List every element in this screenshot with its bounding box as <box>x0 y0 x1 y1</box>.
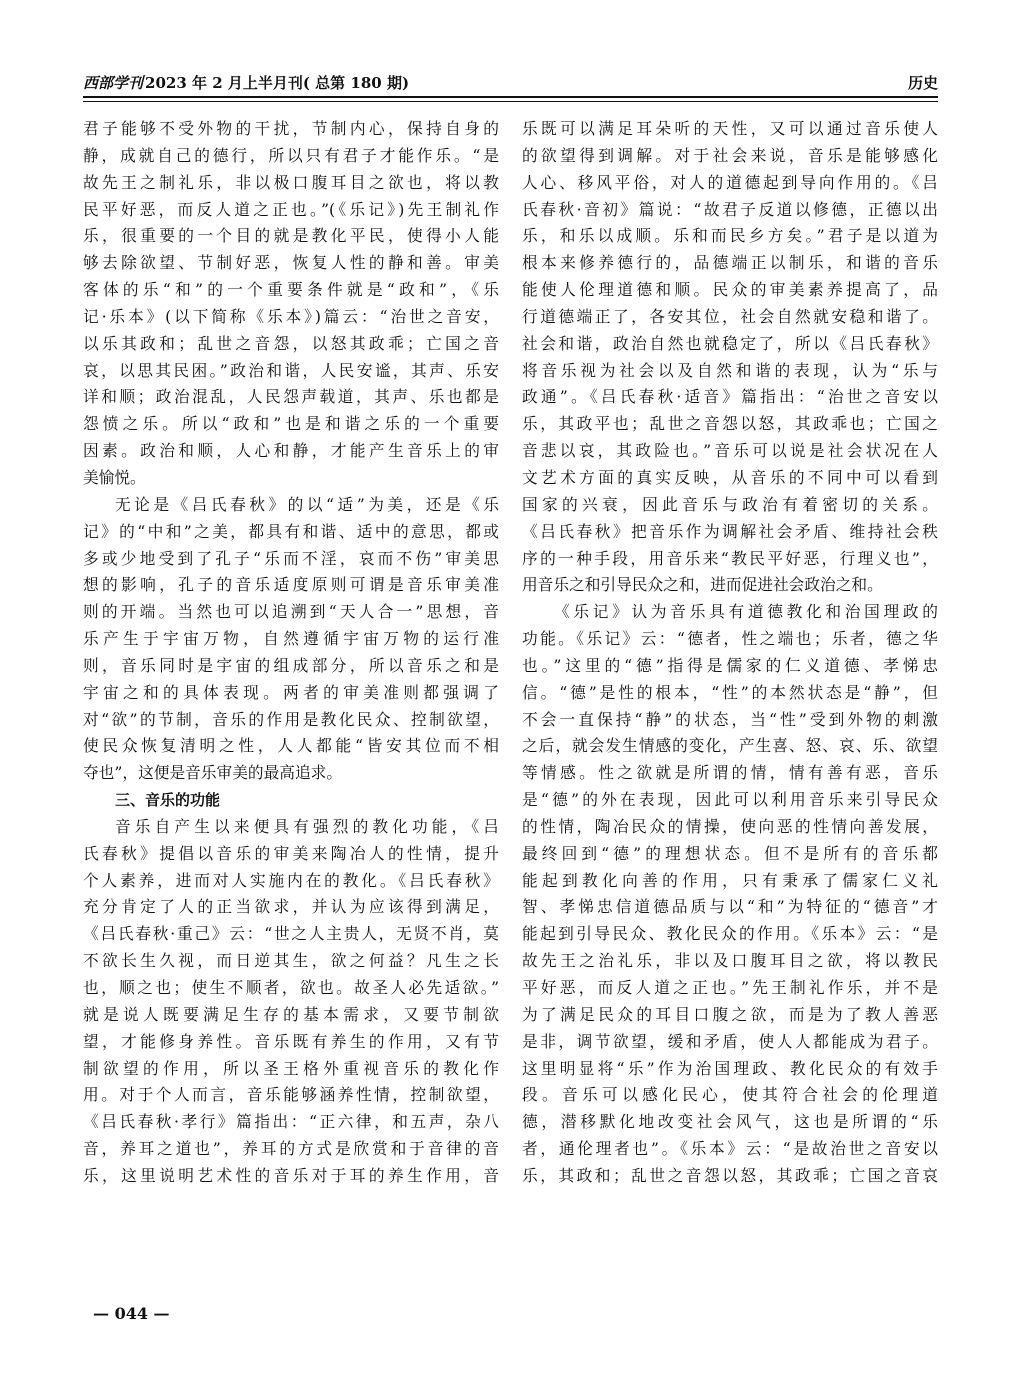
text-line: 个人素养，进而对人实施内在的教化。《吕氏春秋》 <box>83 870 499 890</box>
text-line: 无论是《吕氏春秋》的以“适”为美，还是《乐 <box>115 494 499 514</box>
text-line: 的欲望得到调解。对于社会来说，音乐是能够感化 <box>522 145 938 165</box>
text-line: 国家的兴衰，因此音乐与政治有着密切的关系。 <box>522 494 938 514</box>
text-line: 之后，就会发生情感的变化，产生喜、怒、哀、乐、欲望 <box>522 736 938 756</box>
text-line: 故先王之治礼乐，非以及口腹耳目之欲，将以教民 <box>522 951 938 971</box>
text-line: 记》的“中和”之美，都具有和谐、适中的意思，都或 <box>83 521 499 541</box>
text-line: 音悲以哀，其政险也。”音乐可以说是社会状况在人 <box>522 441 938 461</box>
text-line: 信。“德”是性的根本，“性”的本然状态是“静”，但 <box>522 682 938 702</box>
text-line: 以乐其政和；乱世之音怨，以怒其政乖；亡国之音 <box>83 333 499 353</box>
text-line: 平好恶，而反人道之正也。”先王制礼作乐，并不是 <box>522 978 938 997</box>
text-line: 《吕氏春秋·孝行》篇指出：“正六律，和五声，杂八 <box>83 1112 499 1132</box>
text-line: 不会一直保持“静”的状态，当“性”受到外物的刺激 <box>522 709 938 729</box>
text-line: 能起到引导民众、教化民众的作用。《乐本》云：“是 <box>522 924 938 944</box>
text-line: 氏春秋》提倡以音乐的审美来陶冶人的性情，提升 <box>83 843 499 863</box>
section-label: 历史 <box>907 74 938 92</box>
text-line: 因素。政治和顺，人心和静，才能产生音乐上的审 <box>83 441 499 461</box>
text-line: 乐，其政平也；乱世之音怨以怒，其政乖也；亡国之 <box>522 414 938 434</box>
journal-logo: 西部学刊 <box>83 74 144 92</box>
text-line: 民平好恶，而反人道之正也。”(《乐记》)先王制礼作 <box>83 199 499 219</box>
left-column <box>83 116 499 1190</box>
text-line: 能起到教化向善的作用，只有秉承了儒家仁义礼 <box>522 870 938 890</box>
text-line: 记·乐本》(以下简称《乐本》)篇云：“治世之音安， <box>83 306 499 326</box>
text-line: 不欲长生久视，而日逆其生，欲之何益？凡生之长 <box>83 951 499 971</box>
text-line: 《乐记》认为音乐具有道德教化和治国理政的 <box>554 602 938 622</box>
text-line: 夺也”，这便是音乐审美的最高追求。 <box>83 763 343 783</box>
text-line: 能使人伦理道德和顺。民众的审美素养提高了，品 <box>522 280 938 300</box>
text-line: 的性情，陶冶民众的情操，使向恶的性情向善发展， <box>522 816 938 836</box>
text-line: 德，潜移默化地改变社会风气，这也是所谓的“乐 <box>522 1112 938 1132</box>
text-line: 行道德端正了，各安其位，社会自然就安稳和谐了。 <box>522 306 938 326</box>
text-line: 是非，调节欲望，缓和矛盾，使人人都能成为君子。 <box>522 1031 938 1051</box>
text-line: 《吕氏春秋·重己》云：“世之人主贵人，无贤不肖，莫 <box>83 924 499 944</box>
text-line: 多或少地受到了孔子“乐而不淫，哀而不伤”审美思 <box>83 548 499 568</box>
text-line: 乐，其政和；乱世之音怨以怒，其政乖；亡国之音哀 <box>522 1165 938 1185</box>
text-line: 政通”。《吕氏春秋·适音》篇指出：“治世之音安以 <box>522 387 938 407</box>
text-line: 用音乐之和引导民众之和，进而促进社会政治之和。 <box>522 575 883 595</box>
text-line: 段。音乐可以感化民心，使其符合社会的伦理道 <box>522 1085 938 1105</box>
text-line: 等情感。性之欲就是所谓的情，情有善有恶，音乐 <box>522 763 938 783</box>
text-line: 充分肯定了人的正当欲求，并认为应该得到满足， <box>83 897 499 917</box>
text-line: 文艺术方面的真实反映，从音乐的不同中可以看到 <box>522 467 938 487</box>
text-line: 宇宙之和的具体表现。两者的审美准则都强调了 <box>83 682 499 702</box>
text-line: 乐，很重要的一个目的就是教化平民，使得小人能 <box>83 226 499 246</box>
text-line: 对“欲”的节制，音乐的作用是教化民众、控制欲望， <box>83 709 499 729</box>
text-line: 静，成就自己的德行，所以只有君子才能作乐。“是 <box>83 145 499 165</box>
section-heading: 三、音乐的功能 <box>115 791 221 810</box>
text-line: 根本来修养德行的，品德端正以制乐，和谐的音乐 <box>522 253 938 273</box>
text-line: 氏春秋·音初》篇说：“故君子反道以修德，正德以出 <box>522 199 938 219</box>
journal-issue: 2023 年 2 月上半月刊( 总第 180 期) <box>145 74 410 92</box>
text-line: 也。”这里的“德”指得是儒家的仁义道德、孝悌忠 <box>522 655 938 675</box>
text-line: 乐，和乐以成顺。乐和而民乡方矣。”君子是以道为 <box>522 226 938 246</box>
text-line: 哀，以思其民困。”政治和谐，人民安谧，其声、乐安 <box>83 360 499 380</box>
text-line: 用。对于个人而言，音乐能够涵养性情，控制欲望， <box>83 1085 499 1105</box>
text-line: 最终回到“德”的理想状态。但不是所有的音乐都 <box>522 843 938 863</box>
text-line: 故先王之制礼乐，非以极口腹耳目之欲也，将以教 <box>83 172 499 192</box>
text-line: 社会和谐，政治自然也就稳定了，所以《吕氏春秋》 <box>522 333 938 353</box>
text-line: 人心、移风平俗，对人的道德起到导向作用的。《吕 <box>522 172 938 192</box>
text-line: 这里明显将“乐”作为治国理政、教化民众的有效手 <box>522 1058 938 1078</box>
text-line: 君子能够不受外物的干扰，节制内心，保持自身的 <box>83 119 499 138</box>
header-rule-thick <box>83 96 938 98</box>
text-line: 是“德”的外在表现，因此可以利用音乐来引导民众 <box>522 790 938 810</box>
text-line: 制欲望的作用，所以圣王格外重视音乐的教化作 <box>83 1058 499 1078</box>
header-rule-thin <box>83 101 938 102</box>
text-line: 怨愤之乐。所以“政和”也是和谐之乐的一个重要 <box>83 414 499 434</box>
text-line: 功能。《乐记》云：“德者，性之端也；乐者，德之华 <box>522 629 938 649</box>
text-line: 音乐自产生以来便具有强烈的教化功能，《吕 <box>115 816 499 836</box>
text-line: 客体的乐“和”的一个重要条件就是“政和”，《乐 <box>83 280 499 300</box>
text-line: 乐产生于宇宙万物，自然遵循宇宙万物的运行准 <box>83 629 499 649</box>
text-line: 够去除欲望、节制好恶，恢复人性的静和善。审美 <box>83 253 499 273</box>
text-line: 望，才能修身养性。音乐既有养生的作用，又有节 <box>83 1031 499 1051</box>
text-line: 想的影响，孔子的音乐适度原则可谓是音乐审美准 <box>83 575 499 595</box>
text-line: 音，养耳之道也”，养耳的方式是欣赏和于音律的音 <box>83 1139 499 1159</box>
text-line: 详和顺；政治混乱，人民怨声载道，其声、乐也都是 <box>83 387 499 407</box>
text-line: 使民众恢复清明之性，人人都能“皆安其位而不相 <box>83 736 499 756</box>
text-line: 乐，这里说明艺术性的音乐对于耳的养生作用，音 <box>83 1165 499 1185</box>
right-column <box>522 116 938 1190</box>
text-line: 则的开端。当然也可以追溯到“天人合一”思想，音 <box>83 602 499 622</box>
text-line: 也，顺之也；使生不顺者，欲也。故圣人必先适欲。” <box>83 978 499 997</box>
journal-issue-line <box>83 72 409 93</box>
text-line: 智、孝悌忠信道德品质与以“和”为特征的“德音”才 <box>522 897 938 917</box>
text-line: 为了满足民众的耳目口腹之欲，而是为了教人善恶 <box>522 1004 938 1024</box>
text-line: 美愉悦。 <box>83 467 146 487</box>
text-line: 则，音乐同时是宇宙的组成部分，所以音乐之和是 <box>83 655 499 675</box>
page-number: — 044 — <box>93 1304 170 1323</box>
text-line: 《吕氏春秋》把音乐作为调解社会矛盾、维持社会秩 <box>522 521 938 541</box>
text-line: 将音乐视为社会以及自然和谐的表现，认为“乐与 <box>522 360 938 380</box>
page-header <box>83 58 938 98</box>
text-line: 者，通伦理者也”。《乐本》云：“是故治世之音安以 <box>522 1139 938 1159</box>
text-line: 乐既可以满足耳朵听的天性，又可以通过音乐使人 <box>522 119 938 138</box>
text-line: 序的一种手段，用音乐来“教民平好恶，行理义也”， <box>522 548 938 568</box>
text-line: 就是说人既要满足生存的基本需求，又要节制欲 <box>83 1004 499 1024</box>
